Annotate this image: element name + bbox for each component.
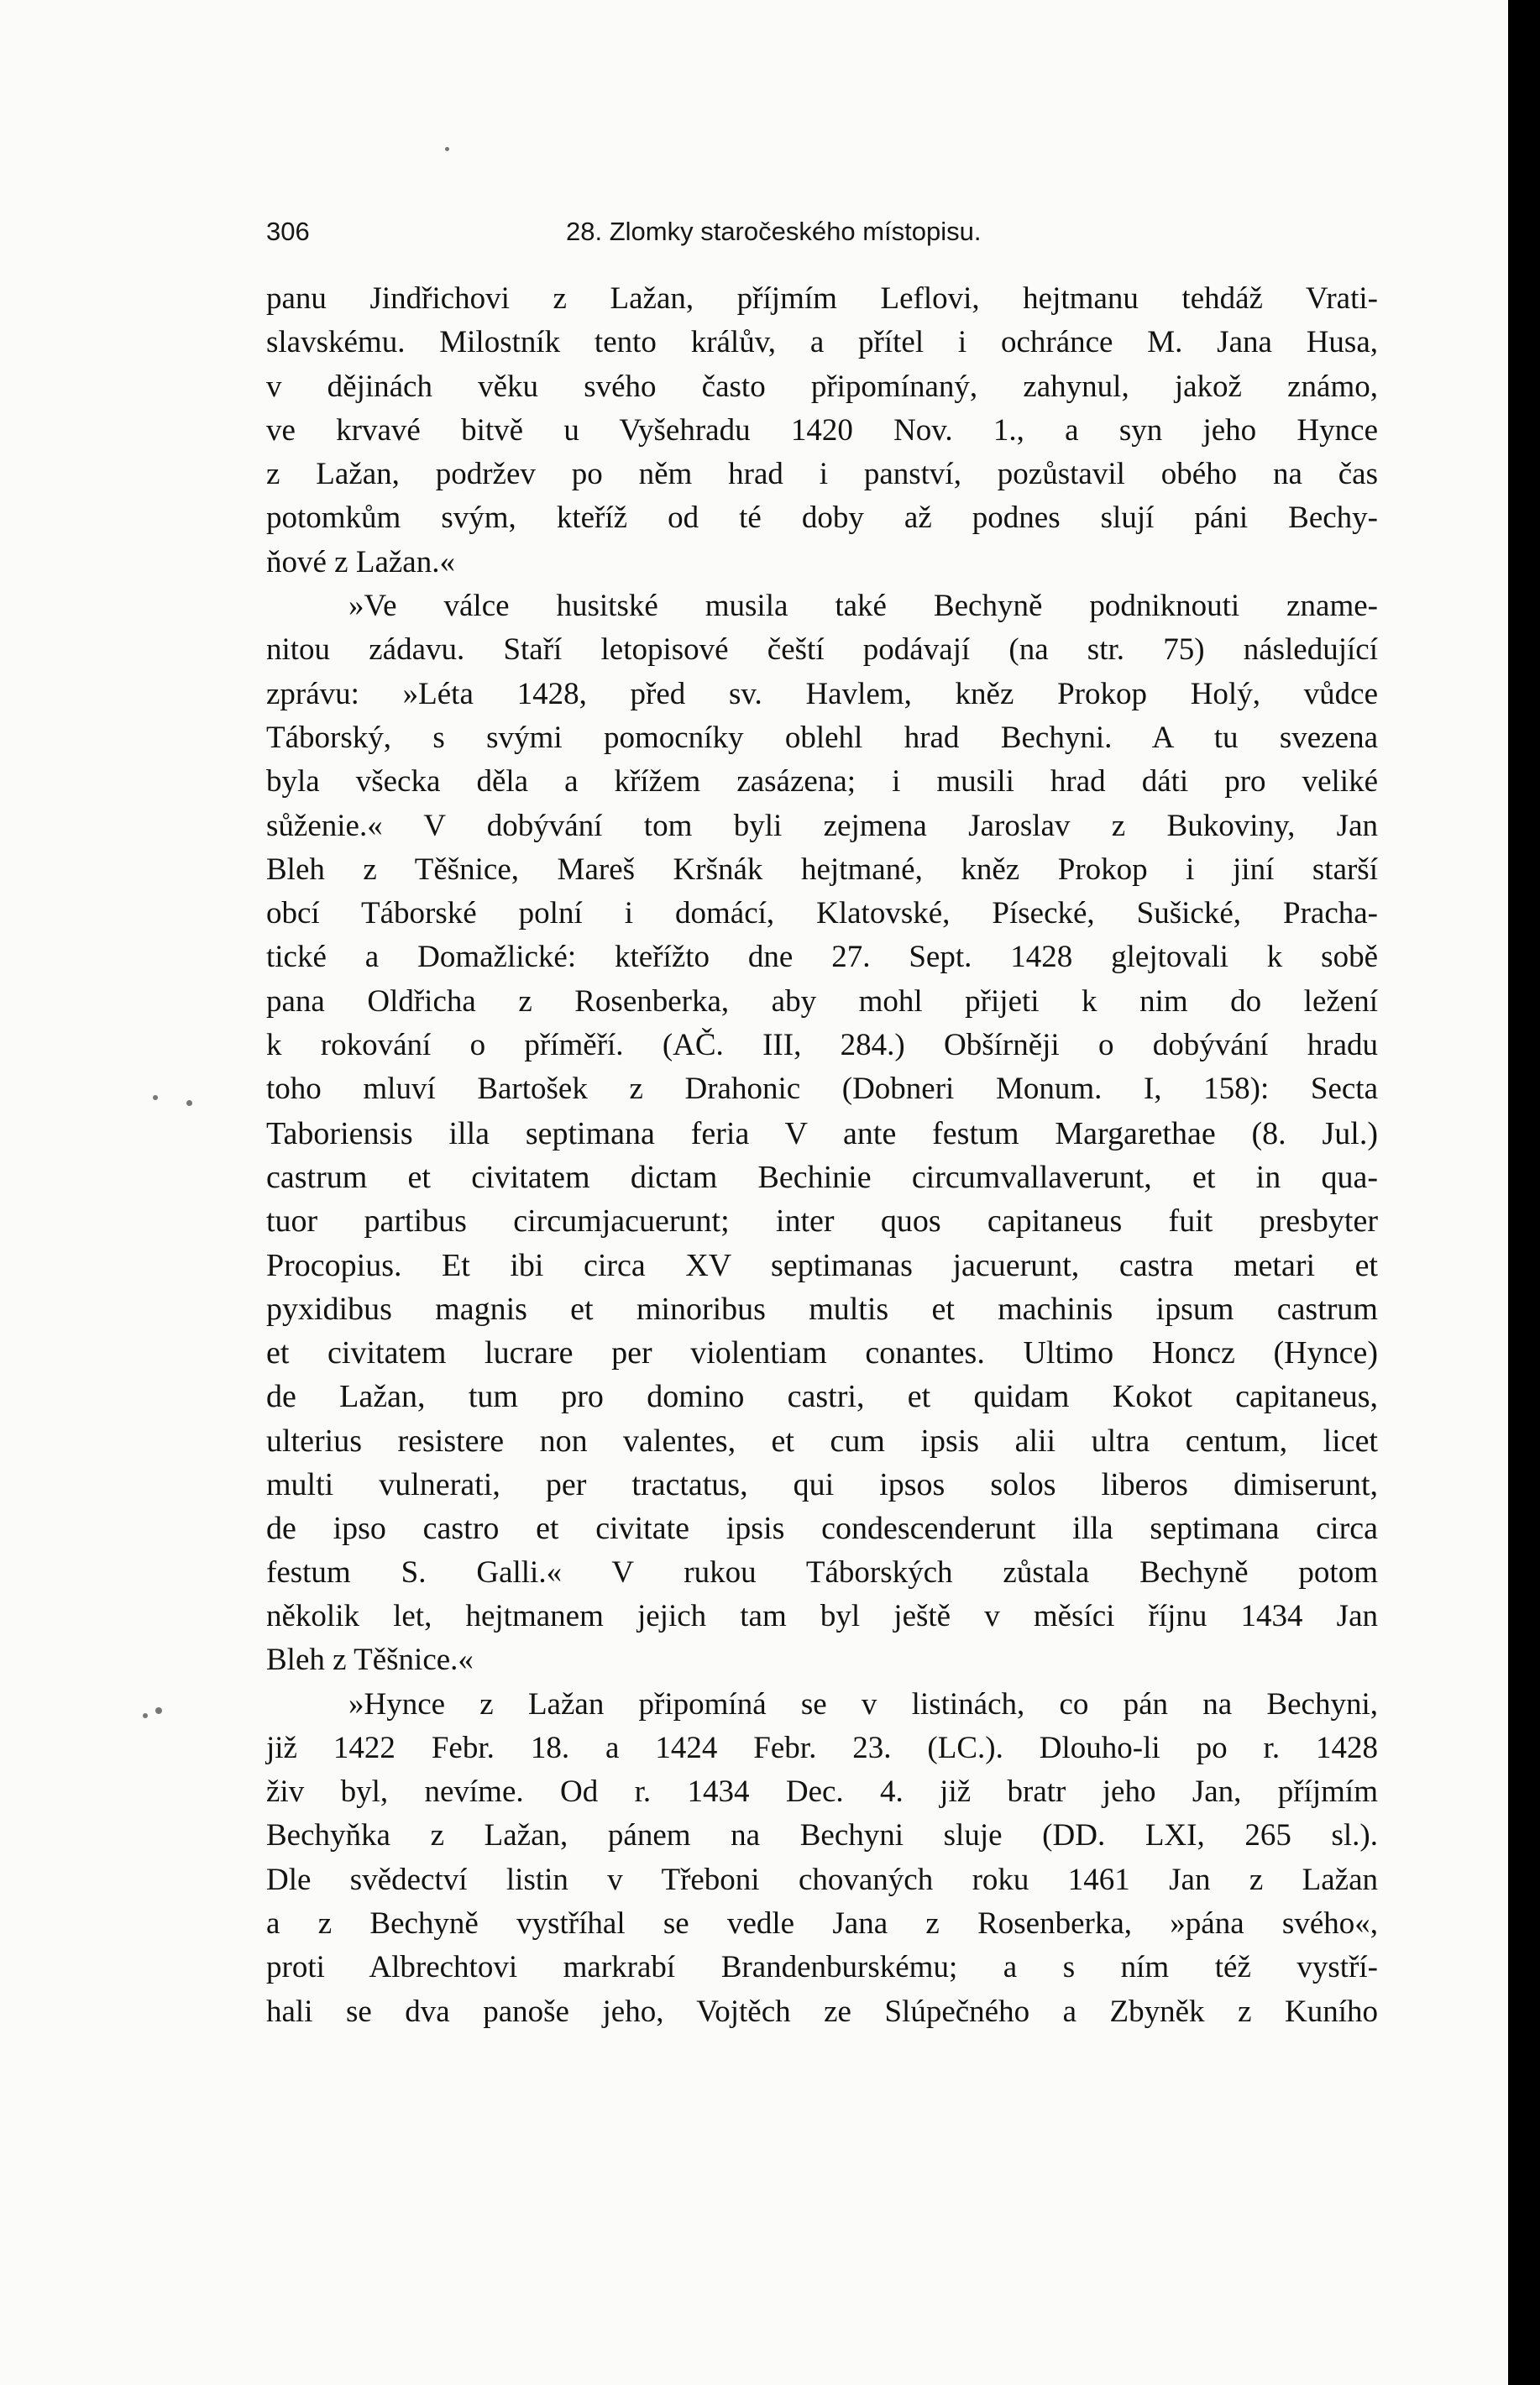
text-line: potomkům svým, kteříž od té doby až podnes slují páni Bechy- bbox=[266, 501, 1378, 536]
text-line: Procopius. Et ibi circa XV septimanas jacuerunt, castra metari et bbox=[266, 1247, 1378, 1283]
text-line: nitou zádavu. Staří letopisové čeští podávají (na str. 75) následující bbox=[266, 632, 1378, 668]
scan-speck bbox=[153, 1095, 158, 1100]
text-line: castrum et civitatem dictam Bechinie circumvallaverunt, et in qua- bbox=[266, 1159, 1378, 1195]
text-line: »Ve válce husitské musila také Bechyně podniknouti zname- bbox=[348, 589, 1378, 624]
text-line: proti Albrechtovi markrabí Brandenburskému; a s ním též vystří- bbox=[266, 1950, 1378, 1985]
scan-speck bbox=[445, 147, 449, 151]
text-line: panu Jindřichovi z Lažan, příjmím Leflovi, hejtmanu tehdáž Vrati- bbox=[266, 281, 1378, 316]
running-title: 28. Zlomky staročeského místopisu. bbox=[566, 217, 982, 246]
page-header bbox=[266, 217, 1375, 259]
text-line: ulterius resistere non valentes, et cum ipsis alii ultra centum, licet bbox=[266, 1423, 1378, 1459]
text-line: tuor partibus circumjacuerunt; inter quos capitaneus fuit presbyter bbox=[266, 1203, 1378, 1240]
text-line: sůženie.« V dobývání tom byli zejmena Jaroslav z Bukoviny, Jan bbox=[266, 808, 1378, 843]
text-line: Taboriensis illa septimana feria V ante festum Margarethae (8. Jul.) bbox=[266, 1115, 1378, 1151]
text-line: a z Bechyně vystříhal se vedle Jana z Rosenberka, »pána svého«, bbox=[266, 1905, 1378, 1941]
text-line: Táborský, s svými pomocníky oblehl hrad Bechyni. A tu svezena bbox=[266, 720, 1378, 755]
body-text bbox=[266, 277, 1378, 2034]
text-line: v dějinách věku svého často připomínaný, zahynul, jakož známo, bbox=[266, 369, 1378, 404]
text-line: byla všecka děla a křížem zasázena; i musili hrad dáti pro veliké bbox=[266, 764, 1378, 799]
text-line: ňové z Lažan.« bbox=[266, 544, 455, 579]
text-line: z Lažan, podržev po něm hrad i panství, pozůstavil obého na čas bbox=[266, 457, 1378, 492]
text-line: festum S. Galli.« V rukou Táborských zůstala Bechyně potom bbox=[266, 1554, 1378, 1590]
text-line: již 1422 Febr. 18. a 1424 Febr. 23. (LC.). Dlouho-li po r. 1428 bbox=[266, 1730, 1378, 1765]
text-line: Bleh z Těšnice.« bbox=[266, 1643, 474, 1678]
text-line: několik let, hejtmanem jejich tam byl ještě v měsíci říjnu 1434 Jan bbox=[266, 1598, 1378, 1633]
scan-speck bbox=[143, 1713, 148, 1718]
text-line: Dle svědectví listin v Třeboni chovaných roku 1461 Jan z Lažan bbox=[266, 1862, 1378, 1897]
scan-speck bbox=[186, 1100, 192, 1106]
text-line: toho mluví Bartošek z Drahonic (Dobneri Monum. I, 158): Secta bbox=[266, 1072, 1378, 1107]
scan-speck bbox=[155, 1707, 162, 1714]
text-line: »Hynce z Lažan připomíná se v listinách, co pán na Bechyni, bbox=[348, 1686, 1378, 1722]
text-line: multi vulnerati, per tractatus, qui ipsos solos liberos dimiserunt, bbox=[266, 1467, 1378, 1503]
text-line: hali se dva panoše jeho, Vojtěch ze Slúpečného a Zbyněk z Kuního bbox=[266, 1994, 1378, 2029]
text-line: obcí Táborské polní i domácí, Klatovské, Písecké, Sušické, Pracha- bbox=[266, 896, 1378, 931]
text-line: Bechyňka z Lažan, pánem na Bechyni sluje (DD. LXI, 265 sl.). bbox=[266, 1818, 1378, 1853]
text-line: zprávu: »Léta 1428, před sv. Havlem, kněz Prokop Holý, vůdce bbox=[266, 676, 1378, 711]
text-line: Bleh z Těšnice, Mareš Kršnák hejtmané, kněz Prokop i jiní starší bbox=[266, 852, 1378, 887]
text-line: ve krvavé bitvě u Vyšehradu 1420 Nov. 1., a syn jeho Hynce bbox=[266, 412, 1378, 448]
text-line: et civitatem lucrare per violentiam conantes. Ultimo Honcz (Hynce) bbox=[266, 1335, 1378, 1371]
page-number: 306 bbox=[266, 217, 310, 246]
text-line: de ipso castro et civitate ipsis condescenderunt illa septimana circa bbox=[266, 1511, 1378, 1547]
text-line: slavskému. Milostník tento králův, a přítel i ochránce M. Jana Husa, bbox=[266, 325, 1378, 360]
text-line: k rokování o příměří. (AČ. III, 284.) Obšírněji o dobývání hradu bbox=[266, 1028, 1378, 1063]
text-line: pyxidibus magnis et minoribus multis et machinis ipsum castrum bbox=[266, 1291, 1378, 1327]
text-line: tické a Domažlické: kteřížto dne 27. Sept. 1428 glejtovali k sobě bbox=[266, 940, 1378, 975]
text-line: pana Oldřicha z Rosenberka, aby mohl přijeti k nim do ležení bbox=[266, 983, 1378, 1019]
text-line: živ byl, nevíme. Od r. 1434 Dec. 4. již bratr jeho Jan, příjmím bbox=[266, 1774, 1378, 1810]
text-line: de Lažan, tum pro domino castri, et quidam Kokot capitaneus, bbox=[266, 1379, 1378, 1415]
